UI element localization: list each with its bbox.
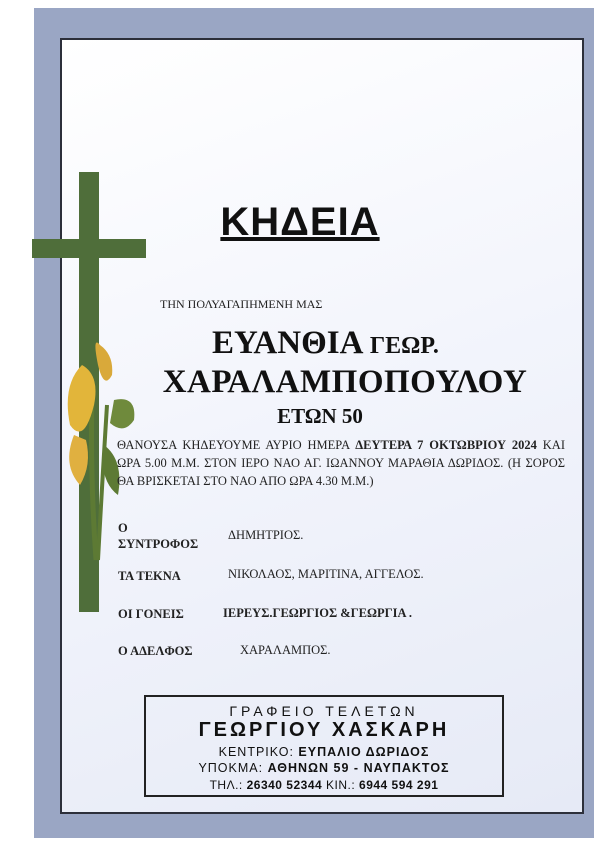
deceased-age: ΕΤΩΝ 50 (277, 404, 363, 428)
announcement-text (117, 436, 565, 490)
relative-label-brother: Ο ΑΔΕΛΦΟΣ (118, 644, 193, 658)
funeral-home-main-office (146, 745, 502, 759)
deceased-first-name (212, 325, 439, 362)
funeral-home-line1: ΓΡΑΦΕΙΟ ΤΕΛΕΤΩΝ (229, 703, 419, 719)
phone-label: ΤΗΛ.: (209, 778, 247, 792)
mobile-value: 6944 594 291 (359, 778, 439, 792)
relative-value-partner: ΔΗΜΗΤΡΙΟΣ. (228, 528, 304, 542)
funeral-home-name: ΓΕΩΡΓΙΟΥ ΧΑΣΚΑΡΗ (198, 719, 450, 741)
funeral-home-phones (146, 778, 502, 792)
funeral-home-branch (146, 761, 502, 775)
announcement-date: ΔΕΥΤΕΡΑ 7 ΟΚΤΩΒΡΙΟΥ 2024 (355, 438, 537, 452)
relative-value-brother: ΧΑΡΑΛΑΜΠΟΣ. (240, 643, 331, 657)
announcement-part2: ΚΑΙ ΩΡΑ 5.00 Μ.Μ. ΣΤΟΝ ΙΕΡΟ ΝΑΟ ΑΓ. ΙΩΑΝΝΟΥ ΜΑΡΑΘΙΑ ΔΩΡΙΔΟΣ. (Η ΣΟΡΟΣ ΘΑ ΒΡΙΣΚΕΤΑΙ ΣΤΟ ΝΑΟ ΑΠΟ ΩΡΑ 4.30 Μ.Μ.) (117, 438, 566, 488)
patronymic: ΓΕΩΡ. (369, 333, 439, 359)
page-title: ΚΗΔΕΙΑ (220, 200, 380, 244)
main-office-value: ΕΥΠΑΛΙΟ ΔΩΡΙΔΟΣ (298, 745, 430, 759)
funeral-home-box (144, 695, 504, 797)
deceased-surname: ΧΑΡΑΛΑΜΠΟΠΟΥΛΟΥ (162, 364, 528, 400)
branch-value: ΑΘΗΝΩΝ 59 - ΝΑΥΠΑΚΤΟΣ (267, 761, 450, 775)
relative-label-partner-2: ΣΥΝΤΡΟΦΟΣ (118, 537, 199, 551)
intro-text: ΤΗΝ ΠΟΛΥΑΓΑΠΗΜΕΝΗ ΜΑΣ (160, 297, 323, 311)
relative-label-children: ΤΑ ΤΕΚΝΑ (118, 569, 181, 583)
relative-value-parents: ΙΕΡΕΥΣ.ΓΕΩΡΓΙΟΣ &ΓΕΩΡΓΙΑ . (223, 606, 413, 620)
announcement-part1: ΘΑΝΟΥΣΑ ΚΗΔΕΥΟΥΜΕ ΑΥΡΙΟ ΗΜΕΡΑ (117, 438, 356, 452)
relative-label-parents: ΟΙ ΓΟΝΕΙΣ (118, 607, 184, 621)
phone-value: 26340 52344 (246, 778, 323, 792)
main-office-label: ΚΕΝΤΡΙΚΟ: (218, 745, 299, 759)
first-name: ΕΥΑΝΘΙΑ (212, 325, 362, 361)
relative-label-partner-1: Ο (118, 521, 128, 535)
mobile-label: ΚΙΝ.: (322, 778, 360, 792)
relative-value-children: ΝΙΚΟΛΑΟΣ, ΜΑΡΙΤΙΝΑ, ΑΓΓΕΛΟΣ. (228, 567, 424, 581)
branch-label: ΥΠΟΚΜΑ: (198, 761, 268, 775)
